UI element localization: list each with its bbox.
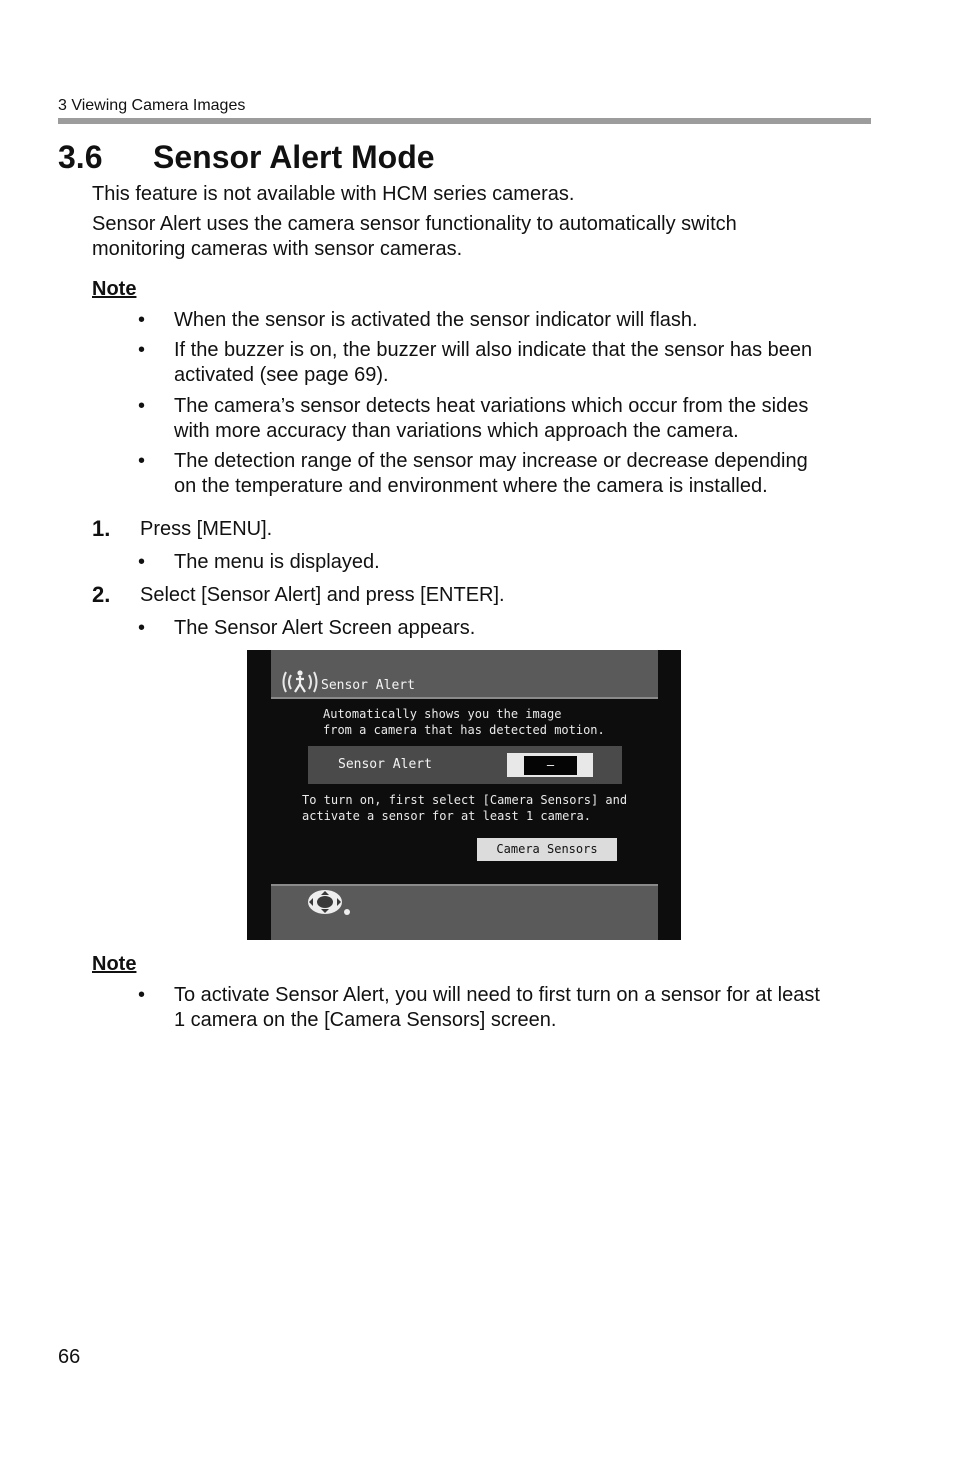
note-bullet-2-line-1: If the buzzer is on, the buzzer will also indicate that the sensor has been (174, 339, 813, 361)
note-bullet-2-line-2: activated (see page 69). (174, 364, 389, 386)
bullet-icon: • (138, 551, 146, 573)
bullet-icon: • (138, 395, 146, 417)
sensor-alert-setting-label: Sensor Alert (338, 757, 432, 772)
sensor-alert-value: — (524, 756, 577, 775)
note-heading: Note (92, 953, 137, 975)
intro-paragraph-2-line-1: Sensor Alert uses the camera sensor functionality to automatically switch (92, 213, 737, 235)
step-2-number: 2. (92, 582, 111, 607)
sensor-alert-screen (247, 650, 681, 940)
screen-hint-line-1: To turn on, first select [Camera Sensors] and (302, 793, 628, 807)
sensor-person-icon (280, 668, 320, 696)
step-1-number: 1. (92, 516, 111, 541)
intro-paragraph-2-line-2: monitoring cameras with sensor cameras. (92, 238, 463, 260)
bullet-icon: • (138, 450, 146, 472)
screen-hint-line-2: activate a sensor for at least 1 camera. (302, 809, 591, 823)
step-1-result: The menu is displayed. (174, 551, 380, 573)
note-2-bullet-1-line-2: 1 camera on the [Camera Sensors] screen. (174, 1009, 557, 1031)
note-bullet-3-line-2: with more accuracy than variations which approach the camera. (174, 420, 739, 442)
navigation-pad-icon (303, 888, 355, 920)
bullet-icon: • (138, 309, 146, 331)
section-title: Sensor Alert Mode (153, 139, 435, 175)
screen-description-line-2: from a camera that has detected motion. (323, 723, 605, 737)
section-number: 3.6 (58, 139, 103, 175)
step-2-result: The Sensor Alert Screen appears. (174, 617, 476, 639)
intro-paragraph-1: This feature is not available with HCM series cameras. (92, 183, 575, 205)
page-number: 66 (58, 1346, 81, 1368)
note-bullet-1: When the sensor is activated the sensor indicator will flash. (174, 309, 698, 331)
bullet-icon: • (138, 984, 146, 1006)
note-bullet-4-line-1: The detection range of the sensor may increase or decrease depending (174, 450, 808, 472)
note-bullet-4-line-2: on the temperature and environment where the camera is installed. (174, 475, 768, 497)
step-1-text: Press [MENU]. (140, 518, 273, 540)
running-header: 3 Viewing Camera Images (58, 97, 246, 114)
bullet-icon: • (138, 617, 146, 639)
bullet-icon: • (138, 339, 146, 361)
note-2-bullet-1-line-1: To activate Sensor Alert, you will need to first turn on a sensor for at least (174, 984, 820, 1006)
header-rule (58, 118, 871, 124)
note-bullet-3-line-1: The camera’s sensor detects heat variations which occur from the sides (174, 395, 809, 417)
note-heading: Note (92, 278, 137, 300)
camera-sensors-button[interactable]: Camera Sensors (477, 838, 617, 861)
screen-title: Sensor Alert (321, 678, 415, 693)
screen-description-line-1: Automatically shows you the image (323, 707, 562, 721)
step-2-text: Select [Sensor Alert] and press [ENTER]. (140, 584, 505, 606)
